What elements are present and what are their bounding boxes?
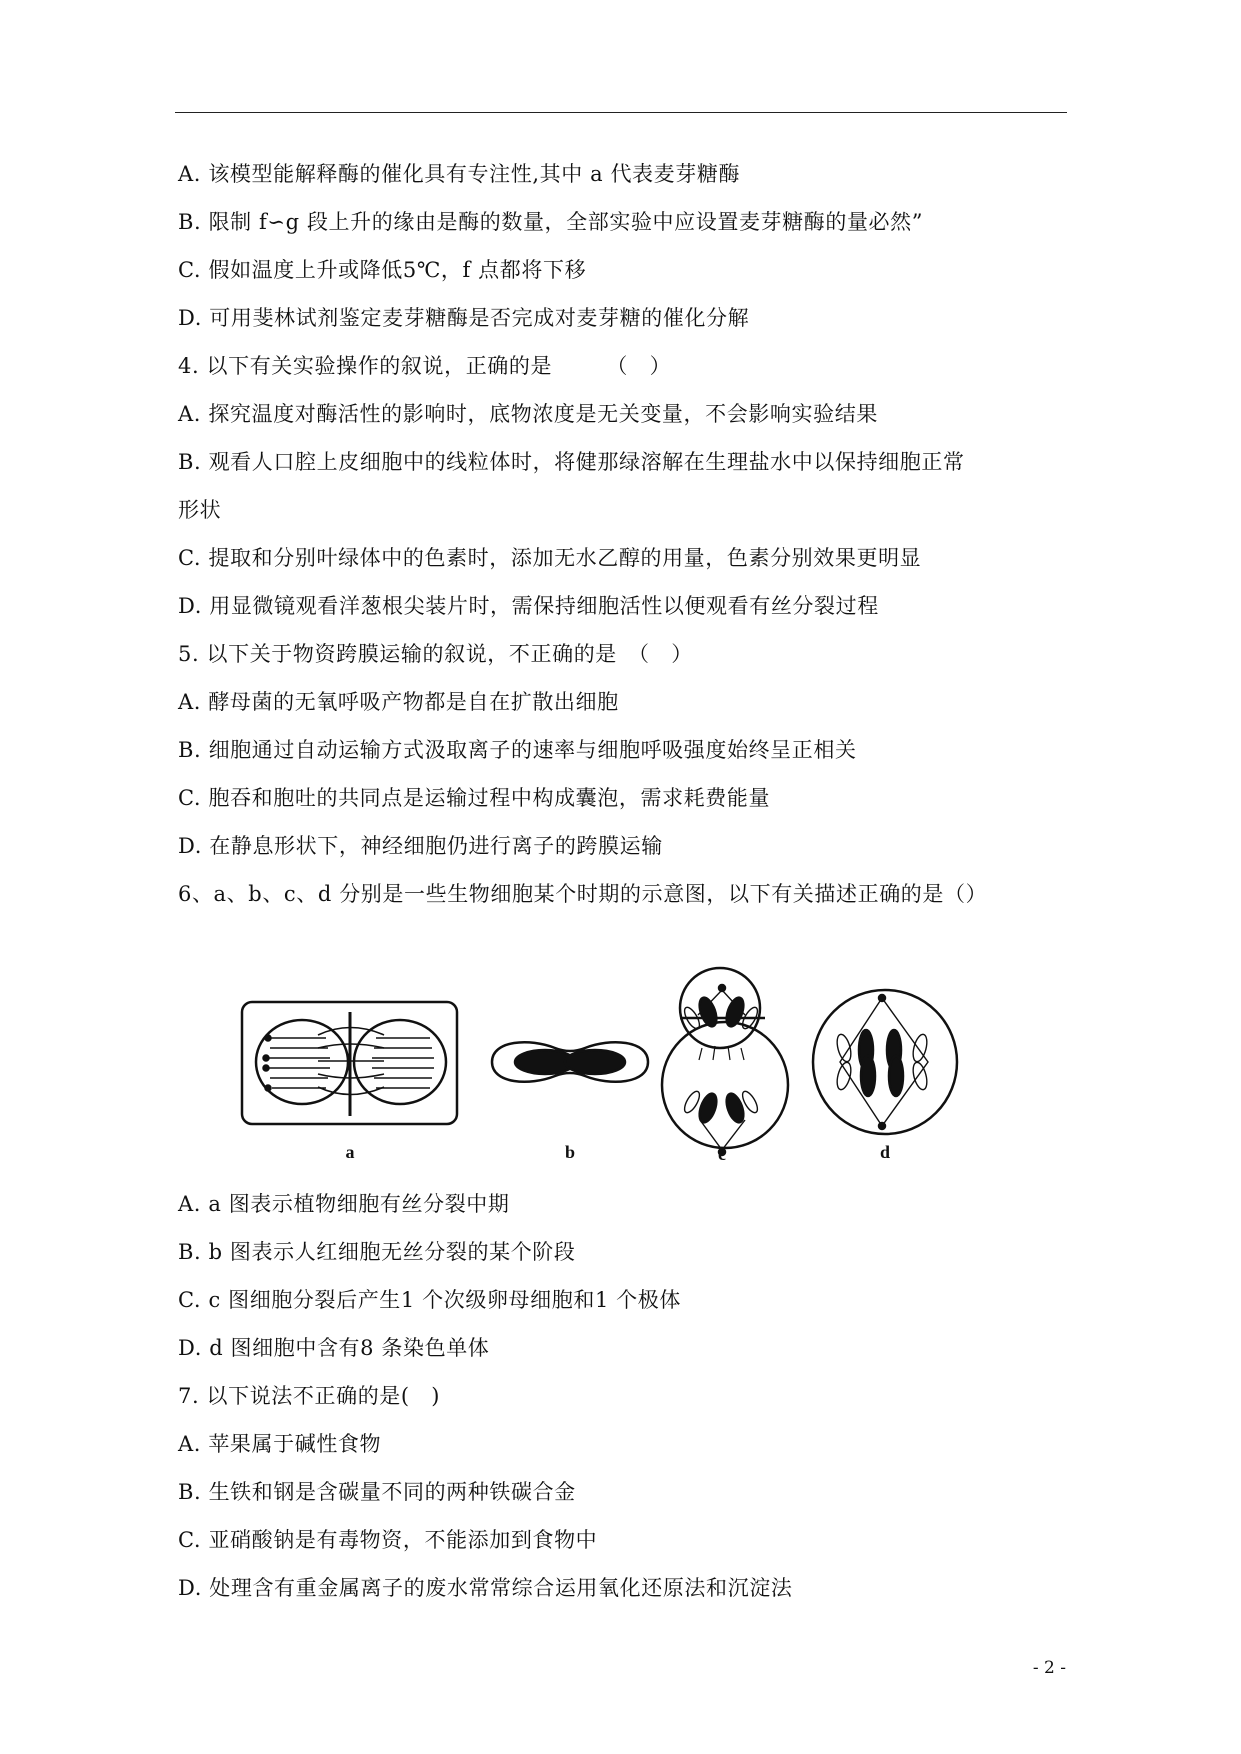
line-25: D. 处理含有重金属离子的废水常常综合运用氧化还原法和沉淀法: [178, 1576, 793, 1600]
line-17: A. a 图表示植物细胞有丝分裂中期: [178, 1192, 510, 1216]
diagram-b: [492, 1042, 648, 1082]
diagram-a: [242, 1002, 457, 1124]
line-3: C. 假如温度上升或降低5℃，f 点都将下移: [178, 258, 587, 282]
figure-label-b: b: [564, 1142, 576, 1162]
line-12: A. 酵母菌的无氧呼吸产物都是自在扩散出细胞: [178, 690, 619, 714]
figure-label-c: c: [718, 1144, 726, 1164]
question-4: 4. 以下有关实验操作的叙说，正确的是 （ ）: [178, 354, 672, 378]
line-9: C. 提取和分别叶绿体中的色素时，添加无水乙醇的用量，色素分别效果更明显: [178, 546, 922, 570]
question-5: 5. 以下关于物资跨膜运输的叙说，不正确的是 （ ）: [178, 642, 693, 666]
question-7: 7. 以下说法不正确的是( ): [178, 1384, 441, 1408]
diagram-d: [813, 990, 957, 1134]
line-10: D. 用显微镜观看洋葱根尖装片时，需保持细胞活性以便观看有丝分裂过程: [178, 594, 879, 618]
line-4: D. 可用斐林试剂鉴定麦芽糖酶是否完成对麦芽糖的催化分解: [178, 306, 750, 330]
figure-label-a: a: [345, 1142, 355, 1162]
diagram-c: [662, 968, 788, 1155]
line-2: B. 限制 f∽g 段上升的缘由是酶的数量，全部实验中应设置麦芽糖酶的量必然”: [178, 210, 924, 234]
page-number: - 2 -: [1032, 1658, 1066, 1678]
line-6: A. 探究温度对酶活性的影响时，底物浓度是无关变量，不会影响实验结果: [178, 402, 878, 426]
question-6: 6、a、b、c、d 分别是一些生物细胞某个时期的示意图，以下有关描述正确的是（）: [178, 882, 988, 906]
line-18: B. b 图表示人红细胞无丝分裂的某个阶段: [178, 1240, 576, 1264]
line-22: A. 苹果属于碱性食物: [178, 1432, 382, 1456]
line-20: D. d 图细胞中含有8 条染色单体: [178, 1336, 490, 1360]
line-14: C. 胞吞和胞吐的共同点是运输过程中构成囊泡，需求耗费能量: [178, 786, 771, 810]
line-8: 形状: [178, 498, 222, 522]
line-13: B. 细胞通过自动运输方式汲取离子的速率与细胞呼吸强度始终呈正相关: [178, 738, 857, 762]
line-1: A. 该模型能解释酶的催化具有专注性,其中 a 代表麦芽糖酶: [178, 162, 741, 186]
line-19: C. c 图细胞分裂后产生1 个次级卵母细胞和1 个极体: [178, 1288, 681, 1312]
line-23: B. 生铁和钢是含碳量不同的两种铁碳合金: [178, 1480, 576, 1504]
line-24: C. 亚硝酸钠是有毒物资，不能添加到食物中: [178, 1528, 598, 1552]
cell-division-figure: [230, 960, 1030, 1170]
header-rule: [175, 112, 1067, 113]
line-7: B. 观看人口腔上皮细胞中的线粒体时，将健那绿溶解在生理盐水中以保持细胞正常: [178, 450, 965, 474]
line-15: D. 在静息形状下，神经细胞仍进行离子的跨膜运输: [178, 834, 663, 858]
figure-label-d: d: [879, 1142, 891, 1162]
